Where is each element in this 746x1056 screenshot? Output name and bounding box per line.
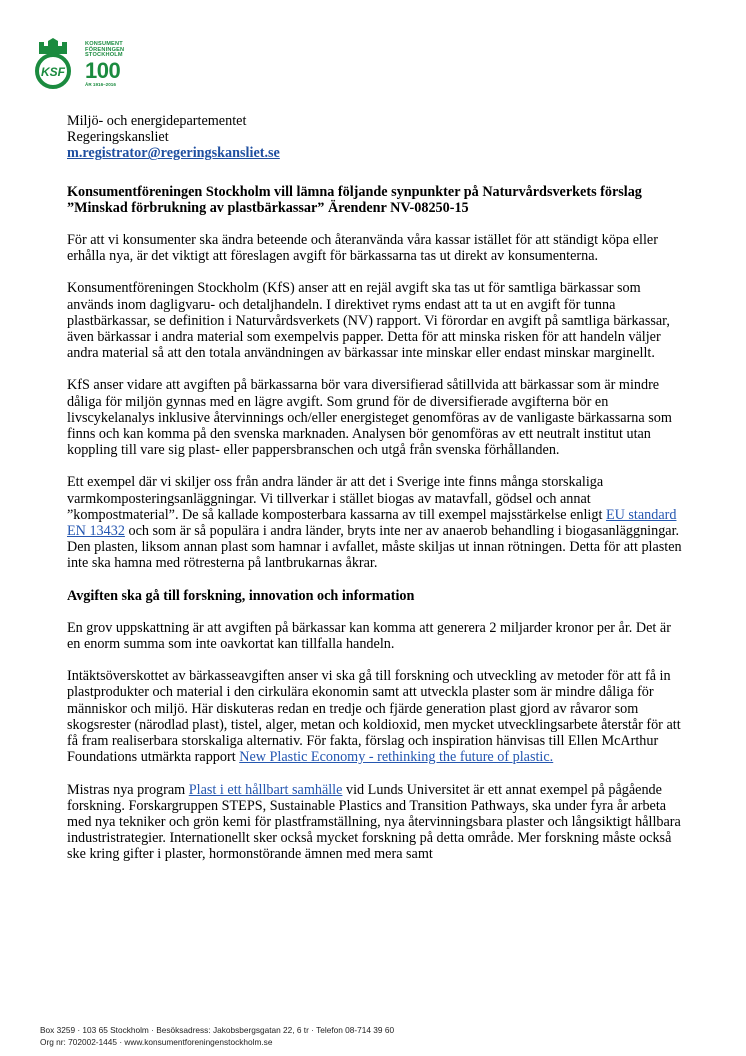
paragraph-7-text-a: Mistras nya program [67, 781, 189, 798]
logo-monogram: KSF [41, 65, 65, 79]
logo-org-line1: KONSUMENT [85, 41, 123, 47]
footer-line1: Box 3259 · 103 65 Stockholm · Besöksadress: Jakobsbergsgatan 22, 6 tr · Telefon 08-714 39 60 [40, 1025, 395, 1035]
crown-icon [39, 38, 67, 54]
recipient-line2: Regeringskansliet [67, 129, 169, 146]
paragraph-2: Konsumentföreningen Stockholm (KfS) anser att en rejäl avgift ska tas ut för samtliga bärkassar som används inom dagligvaru- och detaljhandeln. I direktivet ryms endast att ta ut en avgift för tunna plastbärkassar, se definition i Naturvårdsverkets (NV) rapport. Vi förordar en avgift på samtliga bärkassar, även bärkassar i andra material som exempelvis papper. Detta för att minska risken för att handeln väljer andra material så att den totala användningen av bärkassar inte minskar eller endast minskar marginellt. [67, 280, 670, 362]
page-footer [40, 1024, 394, 1048]
paragraph-6 [67, 668, 687, 765]
paragraph-1: För att vi konsumenter ska ändra beteende och återanvända våra kassar istället för att ständigt köpa eller erhålla nya, är det viktigt att föreslagen avgift för bärkassarna tas ut direkt av konsumenterna. [67, 232, 658, 265]
letter-body [67, 113, 687, 879]
logo-anniversary: 100 [85, 57, 121, 83]
recipient-address [67, 113, 687, 162]
logo-wordmark [85, 42, 124, 87]
recipient-email-link[interactable]: m.registrator@regeringskansliet.se [67, 145, 280, 162]
letter-heading: Konsumentföreningen Stockholm vill lämna följande synpunkter på Naturvårdsverkets förslag ”Minskad förbrukning av plastbärkassar” Ärendenr NV-08250-15 [67, 183, 642, 216]
plast-hallbart-samhalle-link[interactable]: Plast i ett hållbart samhälle [188, 781, 343, 798]
paragraph-4-text-a: Ett exempel där vi skiljer oss från andra länder är att det i Sverige inte finns många storskaliga varmkomposteringsanläggningar. Vi tillverkar i stället biogas av matavfall, gödsel och annat ”kompostmaterial”. De så kallade komposterbara kassarna av till exempel majsstärkelse enligt [67, 474, 606, 523]
new-plastic-economy-link[interactable]: New Plastic Economy - rethinking the future of plastic. [239, 749, 554, 766]
eu-standard-link[interactable]: EU standard EN 13432 [67, 506, 677, 540]
section-subheading: Avgiften ska gå till forskning, innovation och information [67, 587, 415, 604]
logo-org-line2: FÖRENINGEN [85, 46, 125, 53]
logo-org-line3: STOCKHOLM [85, 52, 123, 59]
paragraph-6-text-a: Intäktsöverskottet av bärkasseavgiften anser vi ska gå till forskning och utveckling av metoder för att få in plastprodukter och material i den cirkulära ekonomin samt att utveckla plaster som är mindre dåliga för människor och miljö. Här diskuteras redan en tredje och fjärde generation plast gjord av råvaror som skogsrester (närodlad plast), tistel, alger, metan och koldioxid, men mycket utvecklingsarbete återstår för att få fram realiserbara storskaliga alternativ. För fakta, förslag och inspiration hänvisas till Ellen McArthur Foundations utmärkta rapport [67, 668, 681, 766]
paragraph-3: KfS anser vidare att avgiften på bärkassarna bör vara diversifierad såtillvida att bärkassar som är mindre dåliga för miljön gynnas med en lägre avgift. Som grund för de diversifierade avgifterna bör en livscykelanalys inklusive återvinnings och/eller energisteget genomföras av de vanligaste bärkassarna som finns och kan komma på den svenska marknaden. Analysen bör genomföras av ett neutralt institut utan koppling till vare sig plast- eller pappersbranschen och utgå från svenska förhållanden. [67, 377, 672, 459]
paragraph-7 [67, 782, 687, 863]
paragraph-5: En grov uppskattning är att avgiften på bärkassar kan komma att generera 2 miljarder kronor per år. Det är en enorm summa som inte oavkortat kan tillfalla handeln. [67, 619, 671, 653]
paragraph-4 [67, 474, 687, 571]
recipient-line1: Miljö- och energidepartementet [67, 113, 247, 129]
paragraph-7-text-b: vid Lunds Universitet är ett annat exempel på pågående forskning. Forskargruppen STEPS, Sustainable Plastics and Transition Pathways, ska under fyra år arbeta med nya tekniker och grön kemi för plastframställning, nya återvinningsbara plaster och långsiktigt hållbara industristrategier. Internationellt sker också mycket forskning på detta område. Mer forskning måste också ske kring gifter i plaster, hormonstörande ämnen med mera samt [67, 781, 681, 863]
logo-years: ÅR 1916–2016 [85, 81, 116, 87]
footer-line2: Org nr: 702002-1445 · www.konsumentforeningenstockholm.se [40, 1037, 273, 1047]
paragraph-4-text-b: och som är så populära i andra länder, bryts inte ner av anaerob behandling i biogasanläggningar. Den plasten, liksom annan plast som hamnar i avfallet, måste skiljas ut innan rötningen. Detta för att plasten inte ska hamna med rötresterna på lantbrukarnas åkrar. [67, 523, 682, 572]
